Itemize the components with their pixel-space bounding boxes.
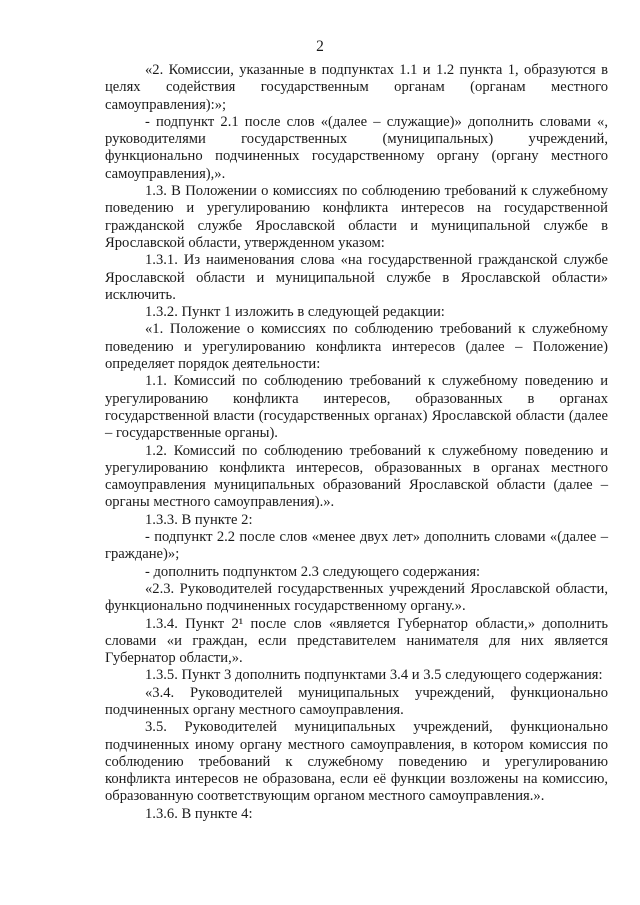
paragraph: 1.3.2. Пункт 1 изложить в следующей редакции: <box>145 304 445 321</box>
paragraph: 1.3.4. Пункт 2¹ после слов «является Губернатор области,» дополнить словами «и граждан, если представителем нанимателя для них является Губернатор области,». <box>105 615 608 667</box>
paragraph: 3.5. Руководителей муниципальных учреждений, функционально подчиненных иному органу местного самоуправления, в котором комиссия по соблюдению требований к служебному поведению и урегулированию конфликта интересов не образована, если её функции возложены на комиссию, образованную соответствующим органом местного самоуправления.». <box>105 719 608 805</box>
paragraph: 1.3.5. Пункт 3 дополнить подпунктами 3.4 и 3.5 следующего содержания: <box>145 667 603 684</box>
paragraph: «1. Положение о комиссиях по соблюдению требований к служебному поведению и урегулированию конфликта интересов (далее – Положение) определяет порядок деятельности: <box>105 321 608 373</box>
paragraph: - подпункт 2.2 после слов «менее двух лет» дополнить словами «(далее – граждане)»; <box>105 529 608 563</box>
page-number: 2 <box>316 38 324 55</box>
paragraph: 1.1. Комиссий по соблюдению требований к служебному поведению и урегулированию конфликта интересов, образованных в органах государственной власти (государственных органах) Ярославской области (далее – государственные органы). <box>105 373 608 442</box>
paragraph: «2. Комиссии, указанные в подпунктах 1.1 и 1.2 пункта 1, образуются в целях содействия государственным органам (органам местного самоуправления):»; <box>105 62 608 113</box>
paragraph: 1.3. В Положении о комиссиях по соблюдению требований к служебному поведению и урегулированию конфликта интересов на государственной гражданской службе Ярославской области и муниципальной службе в Ярославской области, утвержденном указом: <box>105 183 608 251</box>
paragraph: «2.3. Руководителей государственных учреждений Ярославской области, функционально подчиненных государственному органу.». <box>105 580 608 615</box>
paragraph: 1.3.3. В пункте 2: <box>145 511 253 528</box>
paragraph: «3.4. Руководителей муниципальных учреждений, функционально подчиненных органу местного самоуправления. <box>105 684 608 718</box>
paragraph: 1.3.1. Из наименования слова «на государственной гражданской службе Ярославской области и муниципальной службе в Ярославской области» исключить. <box>105 252 608 303</box>
document-body <box>105 62 608 823</box>
paragraph: - подпункт 2.1 после слов «(далее – служащие)» дополнить словами «, руководителями государственных (муниципальных) учреждений, функционально подчиненных государственному органу (органу местного самоуправления),». <box>105 113 608 182</box>
paragraph: 1.2. Комиссий по соблюдению требований к служебному поведению и урегулированию конфликта интересов, образованных в органах местного самоуправления муниципальных образований Ярославской области (далее – органы местного самоуправления).». <box>105 442 608 511</box>
paragraph: - дополнить подпунктом 2.3 следующего содержания: <box>145 563 481 580</box>
paragraph: 1.3.6. В пункте 4: <box>145 805 253 822</box>
